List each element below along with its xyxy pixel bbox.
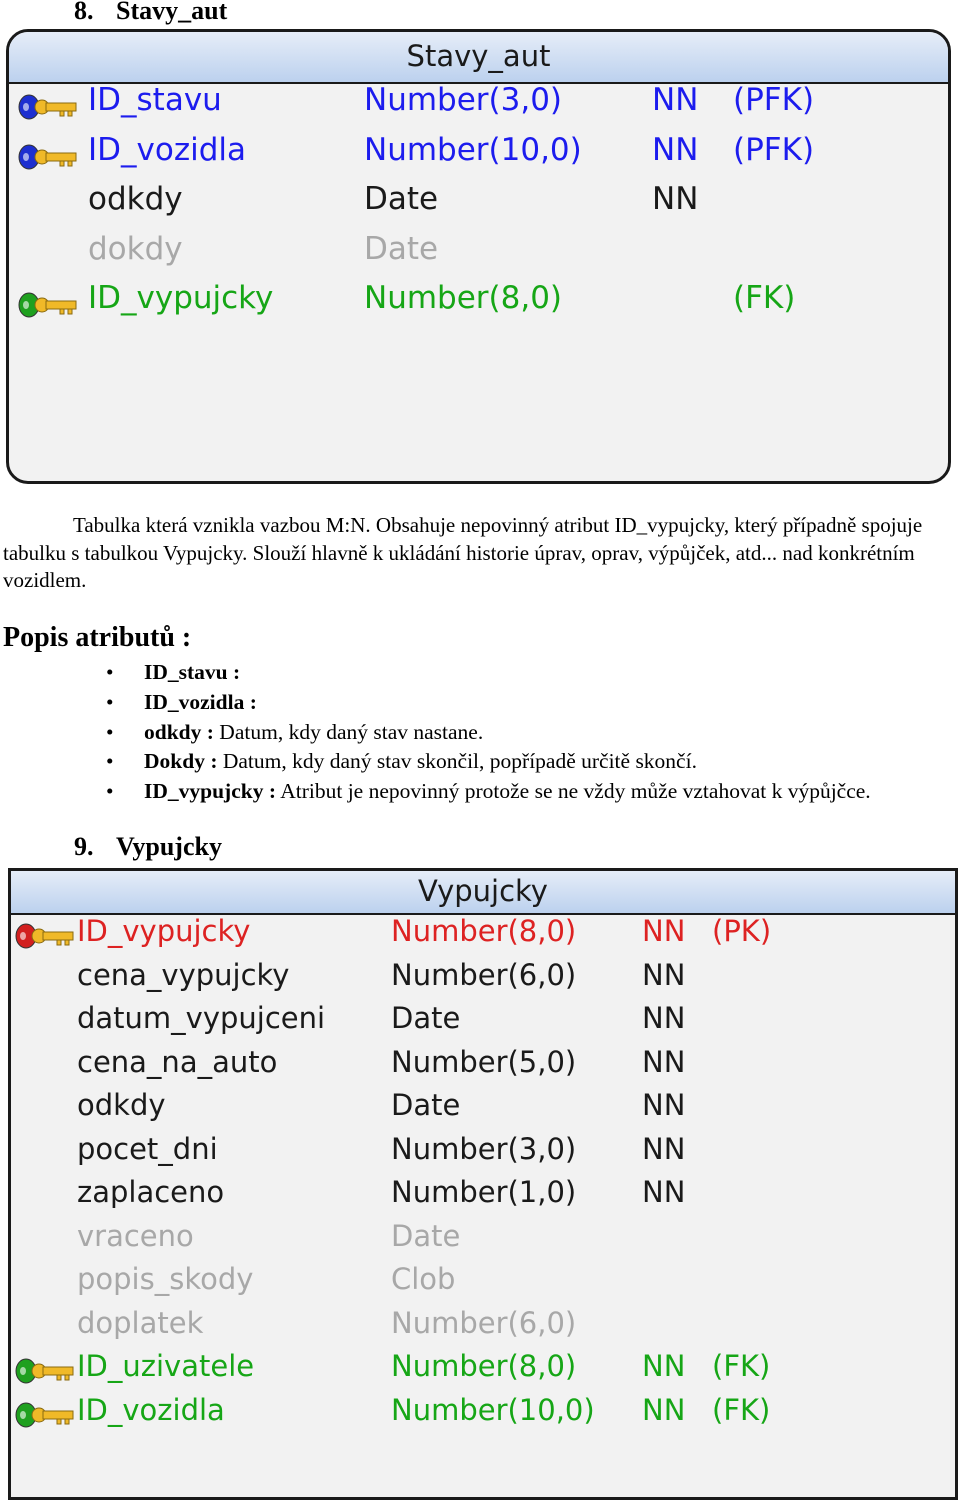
- attribute-name: Dokdy :: [144, 749, 218, 774]
- attribute-item: [0, 688, 871, 718]
- column-name: odkdy: [88, 181, 183, 217]
- attribute-desc: Datum, kdy daný stav skončil, popřípadě určitě skončí.: [222, 749, 697, 774]
- column-nn: NN: [652, 82, 699, 118]
- column-name: ID_vozidla: [88, 131, 246, 168]
- column-type: Number(5,0): [391, 1044, 577, 1079]
- attribute-item: [0, 747, 871, 777]
- section-9-title: Vypujcky: [116, 832, 222, 861]
- column-type: Number(1,0): [391, 1175, 577, 1209]
- column-type: Date: [391, 1088, 461, 1122]
- column-name: ID_uzivatele: [77, 1349, 255, 1383]
- column-key: (FK): [712, 1349, 771, 1383]
- column-nn: NN: [642, 1001, 686, 1035]
- attributes-list: [0, 658, 871, 807]
- column-name: popis_skody: [77, 1262, 254, 1296]
- attribute-item: [0, 777, 871, 807]
- column-name: ID_vypujcky: [77, 914, 251, 948]
- bullet-icon: •: [106, 689, 114, 714]
- attribute-desc: Datum, kdy daný stav nastane.: [219, 719, 484, 744]
- column-name: datum_vypujceni: [77, 1001, 326, 1035]
- column-row[interactable]: [11, 1349, 955, 1393]
- bullet-icon: •: [106, 660, 114, 684]
- column-row[interactable]: [11, 1306, 955, 1350]
- attribute-name: odkdy :: [144, 719, 214, 744]
- column-type: Number(10,0): [364, 131, 582, 168]
- column-name: cena_na_auto: [77, 1044, 278, 1079]
- column-nn: NN: [642, 1175, 686, 1209]
- column-name: doplatek: [77, 1305, 204, 1340]
- red-key-icon: [13, 921, 75, 958]
- column-row[interactable]: [11, 958, 955, 1002]
- column-type: Number(6,0): [391, 1305, 577, 1340]
- column-type: Number(8,0): [391, 914, 577, 948]
- blue-key-icon: [16, 92, 78, 130]
- green-key-icon: [16, 290, 78, 328]
- column-type: Date: [364, 230, 439, 267]
- column-type: Clob: [391, 1262, 456, 1296]
- column-name: ID_stavu: [88, 82, 222, 118]
- column-row[interactable]: [11, 1001, 955, 1045]
- column-type: Number(3,0): [391, 1131, 577, 1166]
- attribute-item: [0, 718, 871, 748]
- column-name: cena_vypujcky: [77, 957, 290, 992]
- column-key: (FK): [712, 1392, 771, 1427]
- column-key: (PFK): [733, 131, 815, 168]
- column-name: pocet_dni: [77, 1131, 218, 1166]
- column-nn: NN: [652, 181, 699, 217]
- attributes-heading: Popis atributů :: [3, 622, 192, 653]
- column-name: odkdy: [77, 1088, 166, 1122]
- column-type: Number(3,0): [364, 82, 563, 118]
- column-name: dokdy: [88, 230, 183, 267]
- column-key: (PFK): [733, 82, 815, 118]
- section-8-heading: [74, 0, 227, 26]
- column-row[interactable]: [11, 1088, 955, 1132]
- attribute-item: [0, 658, 871, 688]
- column-row[interactable]: [9, 280, 948, 330]
- column-nn: NN: [642, 1088, 686, 1122]
- attribute-name: ID_stavu :: [144, 660, 241, 684]
- column-key: (PK): [712, 914, 772, 948]
- column-row[interactable]: [9, 181, 948, 231]
- column-nn: NN: [642, 1349, 686, 1383]
- attribute-desc: Atribut je nepovinný protože se ne vždy může vztahovat k výpůjčce.: [280, 779, 871, 804]
- column-name: ID_vypujcky: [88, 280, 274, 316]
- column-nn: NN: [642, 1044, 686, 1079]
- section-9-heading: [74, 832, 222, 862]
- entity-header: Stavy_aut: [9, 32, 948, 84]
- bullet-icon: •: [106, 719, 114, 744]
- green-key-icon: [13, 1356, 75, 1393]
- column-row[interactable]: [9, 82, 948, 132]
- column-row[interactable]: [11, 1262, 955, 1306]
- column-row[interactable]: [9, 231, 948, 281]
- attribute-name: ID_vozidla :: [144, 689, 257, 714]
- stavy-aut-description: Tabulka která vznikla vazbou M:N. Obsahuje nepovinný atribut ID_vypujcky, který případně spojuje tabulku s tabulkou Vypujcky. Slouží hlavně k ukládání historie úprav, oprav, výpůjček, atd... nad konkrétním vozidlem.: [3, 513, 923, 592]
- column-row[interactable]: [11, 1219, 955, 1263]
- column-type: Number(10,0): [391, 1392, 595, 1427]
- blue-key-icon: [16, 142, 78, 180]
- column-row[interactable]: [9, 132, 948, 182]
- column-row[interactable]: [11, 914, 955, 958]
- stavy-aut-entity[interactable]: [6, 29, 951, 484]
- attribute-name: ID_vypujcky :: [144, 779, 277, 804]
- column-nn: NN: [642, 957, 686, 992]
- column-type: Date: [391, 1001, 461, 1035]
- column-nn: NN: [652, 131, 699, 168]
- column-nn: NN: [642, 914, 686, 948]
- column-row[interactable]: [11, 1045, 955, 1089]
- column-row[interactable]: [11, 1393, 955, 1437]
- bullet-icon: •: [106, 779, 114, 804]
- column-row[interactable]: [11, 1132, 955, 1176]
- column-nn: NN: [642, 1392, 686, 1427]
- vypujcky-entity[interactable]: [8, 868, 958, 1500]
- column-type: Number(6,0): [391, 957, 577, 992]
- green-key-icon: [13, 1400, 75, 1437]
- column-name: zaplaceno: [77, 1175, 225, 1209]
- column-row[interactable]: [11, 1175, 955, 1219]
- column-type: Date: [364, 181, 439, 217]
- section-8-number: 8.: [74, 0, 94, 25]
- column-type: Number(8,0): [391, 1349, 577, 1383]
- section-9-number: 9.: [74, 832, 94, 861]
- column-name: vraceno: [77, 1218, 194, 1253]
- entity-header: Vypujcky: [11, 871, 955, 915]
- column-nn: NN: [642, 1131, 686, 1166]
- column-key: (FK): [733, 280, 796, 316]
- column-type: Number(8,0): [364, 280, 563, 316]
- column-name: ID_vozidla: [77, 1392, 225, 1427]
- bullet-icon: •: [106, 749, 114, 774]
- section-8-title: Stavy_aut: [116, 0, 228, 25]
- column-type: Date: [391, 1218, 461, 1253]
